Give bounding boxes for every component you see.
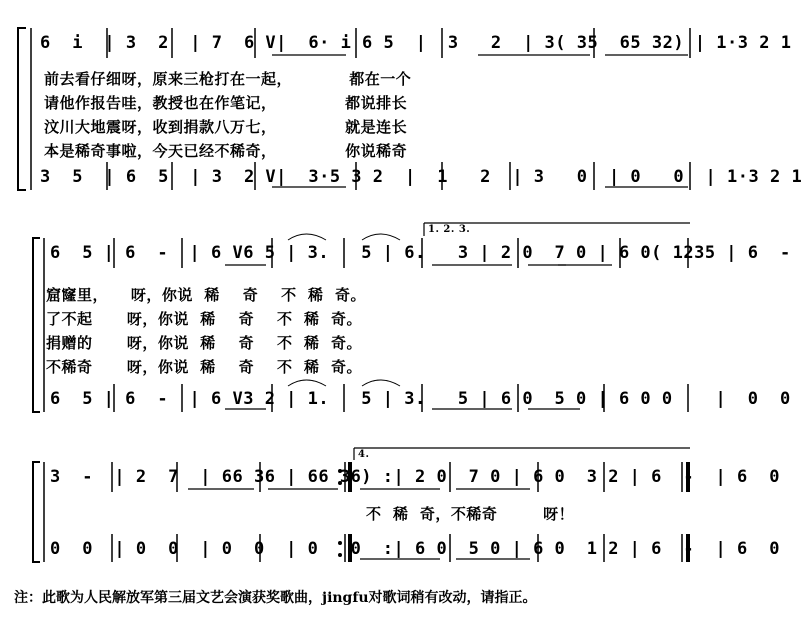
- system2-melody: 6 5 | 6 - | 6 V6 5 | 3. 5 | 6. 3 | 2 0 7 0 | 6 0( 1235 | 6 -: [50, 243, 791, 263]
- system1-lyric-3: 汶川大地震呀，收到捐款八万七， 就是连长: [44, 118, 408, 136]
- system3-ending-label: 4.: [358, 449, 370, 460]
- system1-bass: 3 5 | 6 5 | 3 2 V| 3·5 3 2 | 1 2 | 3 0 | 0 0 | 1·3 2 1: [40, 167, 802, 187]
- system1-lyric-2: 请他作报告哇，教授也在作笔记， 都说排长: [44, 94, 408, 112]
- footnote: 注：此歌为人民解放军第三届文艺会演获奖歌曲，jingfu对歌词稍有改动，请指正。: [14, 590, 537, 606]
- system2-ending-label: 1. 2. 3.: [428, 224, 471, 235]
- system2-bass: 6 5 | 6 - | 6 V3 2 | 1. 5 | 3. 5 | 6 0 5 0 | 6 0 0 | 0 0: [50, 389, 791, 409]
- system1-melody: 6 i | 3 2 | 7 6 V| 6· i 6 5 | 3 2 | 3( 35 65 32) | 1·3 2 1: [40, 33, 792, 53]
- system2-lyric-4: 不稀奇 呀，你说 稀 奇 不 稀 奇。: [46, 358, 362, 376]
- system2-lyric-3: 捐赠的 呀，你说 稀 奇 不 稀 奇。: [46, 334, 362, 352]
- system3-bass: 0 0 | 0 0 | 0 0 | 0 0 :| 6 0 5 0 | 6 0 1 2 | 6 - | 6 0: [50, 539, 780, 559]
- system3-lyric: 不 稀 奇，不稀奇 呀！: [366, 505, 575, 523]
- system1-lyric-4: 本是稀奇事啦，今天已经不稀奇， 你说稀奇: [44, 142, 408, 160]
- system2-lyric-2: 了不起 呀，你说 稀 奇 不 稀 奇。: [46, 310, 362, 328]
- system2-lyric-1: 窟窿里， 呀，你说 稀 奇 不 稀 奇。: [46, 286, 367, 304]
- system1-lyric-1: 前去看仔细呀，原来三枪打在一起， 都在一个: [44, 70, 412, 88]
- system3-melody: 3 - | 2 7 | 66 36 | 66 36) :| 2 0 7 0 | 6 0 3 2 | 6 - | 6 0: [50, 467, 780, 487]
